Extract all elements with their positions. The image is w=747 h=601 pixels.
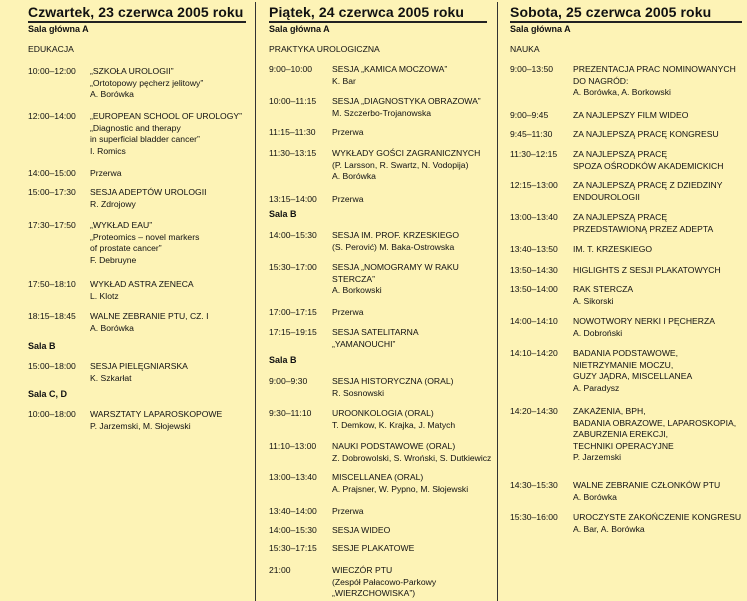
entry-time: 13:50–14:00 xyxy=(510,284,558,294)
entry-line: M. Szczerbo-Trojanowska xyxy=(332,107,432,118)
day-column-friday xyxy=(269,0,491,601)
entry-line: STERCZA” xyxy=(332,273,375,284)
entry-time: 13:00–13:40 xyxy=(269,472,317,482)
entry-line: PREZENTACJA PRAC NOMINOWANYCH xyxy=(573,64,736,74)
entry-line: RAK STERCZA xyxy=(573,284,634,294)
room-heading: Sala B xyxy=(28,341,56,351)
entry-time: 12:15–13:00 xyxy=(510,180,558,190)
entry-line: I. Romics xyxy=(90,145,126,156)
entry-time: 14:00–15:30 xyxy=(269,525,317,535)
entry-line: DO NAGRÓD: xyxy=(573,75,629,86)
entry-time: 21:00 xyxy=(269,565,291,575)
room-heading: Sala główna A xyxy=(28,24,89,34)
entry-time: 18:15–18:45 xyxy=(28,311,76,321)
entry-description xyxy=(332,543,414,555)
entry-time: 9:00–13:50 xyxy=(510,64,554,74)
entry-time: 14:10–14:20 xyxy=(510,348,558,358)
entry-description xyxy=(90,66,203,101)
topic-heading: NAUKA xyxy=(510,44,540,54)
entry-description xyxy=(90,279,194,302)
entry-line: SESJA PIELĘGNIARSKA xyxy=(90,361,188,371)
title-underline xyxy=(510,21,742,23)
entry-description xyxy=(332,565,436,600)
entry-description xyxy=(573,180,722,203)
entry-line: Przerwa xyxy=(332,307,364,317)
entry-description xyxy=(90,311,209,334)
entry-description xyxy=(332,327,419,350)
entry-line: WALNE ZEBRANIE PTU, CZ. I xyxy=(90,311,209,321)
entry-time: 11:15–11:30 xyxy=(269,127,316,137)
column-divider xyxy=(497,2,498,601)
entry-description xyxy=(573,406,736,464)
day-column-thursday xyxy=(28,0,250,601)
entry-time: 13:50–14:30 xyxy=(510,265,558,275)
room-heading: Sala główna A xyxy=(269,24,330,34)
entry-description xyxy=(332,96,481,119)
entry-line: „EUROPEAN SCHOOL OF UROLOGY” xyxy=(90,111,243,121)
entry-line: Przerwa xyxy=(332,506,364,516)
entry-description xyxy=(332,506,364,518)
entry-time: 15:30–16:00 xyxy=(510,512,558,522)
entry-description xyxy=(332,262,459,297)
room-heading: Sala główna A xyxy=(510,24,571,34)
entry-description xyxy=(90,409,222,432)
entry-line: BADANIA PODSTAWOWE, xyxy=(573,348,679,358)
entry-time: 9:00–10:00 xyxy=(269,64,313,74)
entry-line: P. Jarzemski xyxy=(573,452,622,462)
entry-time: 15:00–17:30 xyxy=(28,187,76,197)
entry-line: Przerwa xyxy=(90,168,122,178)
entry-line: T. Demkow, K. Krajka, J. Matych xyxy=(332,419,456,430)
entry-description xyxy=(332,408,455,431)
entry-line: WIECZÓR PTU xyxy=(332,565,393,575)
entry-time: 9:00–9:45 xyxy=(510,110,549,120)
entry-time: 15:00–18:00 xyxy=(28,361,76,371)
entry-description xyxy=(573,512,741,535)
entry-time: 17:00–17:15 xyxy=(269,307,317,317)
entry-line: A. Paradysz xyxy=(573,382,620,393)
entry-line: „WIERZCHOWISKA”) xyxy=(332,588,416,598)
entry-description xyxy=(332,127,364,139)
topic-heading: PRAKTYKA UROLOGICZNA xyxy=(269,44,380,54)
entry-line: ZA NAJLEPSZĄ PRACĘ xyxy=(573,212,668,222)
entry-line: WALNE ZEBRANIE CZŁONKÓW PTU xyxy=(573,480,721,490)
entry-line: SESJA SATELITARNA xyxy=(332,327,419,337)
entry-line: A. Dobroński xyxy=(573,327,623,338)
entry-line: UROCZYSTE ZAKOŃCZENIE KONGRESU xyxy=(573,512,742,522)
entry-description xyxy=(573,64,736,99)
entry-time: 17:50–18:10 xyxy=(28,279,76,289)
entry-line: R. Zdrojowy xyxy=(90,198,136,209)
entry-description xyxy=(573,244,652,256)
entry-line: A. Borówka xyxy=(90,89,134,99)
entry-description xyxy=(90,111,242,157)
entry-time: 17:15–19:15 xyxy=(269,327,317,337)
entry-time: 14:20–14:30 xyxy=(510,406,558,416)
entry-line: GUZY JĄDRA, MISCELLANEA xyxy=(573,371,693,381)
day-column-saturday xyxy=(510,0,745,601)
entry-line: SESJA HISTORYCZNA (ORAL) xyxy=(332,376,454,386)
day-title: Czwartek, 23 czerwca 2005 roku xyxy=(28,4,244,20)
entry-time: 17:30–17:50 xyxy=(28,220,76,230)
entry-time: 14:30–15:30 xyxy=(510,480,558,490)
entry-line: Przerwa xyxy=(332,127,364,137)
entry-line: TECHNIKI OPERACYJNE xyxy=(573,440,674,451)
entry-line: NAUKI PODSTAWOWE (ORAL) xyxy=(332,441,456,451)
entry-line: PRZEDSTAWIONĄ PRZEZ ADEPTA xyxy=(573,223,714,234)
entry-time: 9:00–9:30 xyxy=(269,376,308,386)
entry-description xyxy=(573,284,633,307)
room-heading: Sala C, D xyxy=(28,389,68,399)
entry-line: BADANIA OBRAZOWE, LAPAROSKOPIA, xyxy=(573,417,737,428)
entry-description xyxy=(332,472,468,495)
entry-line: K. Szkarłat xyxy=(90,372,132,383)
entry-line: R. Sosnowski xyxy=(332,387,385,398)
entry-line: (P. Larsson, R. Swartz, N. Vodopija) xyxy=(332,159,469,170)
entry-line: WARSZTATY LAPAROSKOPOWE xyxy=(90,409,223,419)
entry-line: ZA NAJLEPSZĄ PRACĘ xyxy=(573,149,668,159)
entry-line: SESJE PLAKATOWE xyxy=(332,543,415,553)
entry-time: 15:30–17:00 xyxy=(269,262,317,272)
entry-line: (S. Perović) M. Baka-Ostrowska xyxy=(332,241,455,252)
title-underline xyxy=(269,21,487,23)
entry-time: 14:00–15:00 xyxy=(28,168,76,178)
entry-line: MISCELLANEA (ORAL) xyxy=(332,472,424,482)
entry-line: SESJA WIDEO xyxy=(332,525,391,535)
entry-line: SESJA ADEPTÓW UROLOGII xyxy=(90,187,207,197)
entry-line: A. Bar, A. Borówka xyxy=(573,523,645,534)
entry-line: SESJA „KAMICA MOCZOWA” xyxy=(332,64,448,74)
entry-line: „Ortotopowy pęcherz jelitowy” xyxy=(90,77,204,88)
entry-description xyxy=(332,525,390,537)
entry-description xyxy=(90,220,199,266)
entry-line: WYKŁAD ASTRA ZENECA xyxy=(90,279,194,289)
entry-description xyxy=(573,110,688,122)
entry-time: 10:00–18:00 xyxy=(28,409,76,419)
entry-line: „YAMANOUCHI” xyxy=(332,338,396,349)
entry-line: „WYKŁAD EAU” xyxy=(90,220,153,230)
entry-time: 9:30–11:10 xyxy=(269,408,312,418)
entry-description xyxy=(573,149,723,172)
entry-line: SESJA „NOMOGRAMY W RAKU xyxy=(332,262,459,272)
entry-line: P. Jarzemski, M. Słojewski xyxy=(90,420,191,431)
entry-line: NOWOTWORY NERKI I PĘCHERZA xyxy=(573,316,715,326)
entry-time: 11:30–12:15 xyxy=(510,149,558,159)
entry-line: (Zespół Pałacowo-Parkowy xyxy=(332,576,437,587)
entry-line: ZA NAJLEPSZĄ PRACĘ Z DZIEDZINY xyxy=(573,180,723,190)
entry-time: 11:30–13:15 xyxy=(269,148,317,158)
entry-line: A. Borkowski xyxy=(332,285,382,295)
entry-time: 14:00–15:30 xyxy=(269,230,317,240)
entry-line: ZABURZENIA EREKCJI, xyxy=(573,429,669,439)
entry-line: „Diagnostic and therapy xyxy=(90,122,181,133)
room-heading: Sala B xyxy=(269,355,297,365)
entry-line: ZA NAJLEPSZY FILM WIDEO xyxy=(573,110,689,120)
entry-line: WYKŁADY GOŚCI ZAGRANICZNYCH xyxy=(332,148,481,158)
entry-description xyxy=(332,441,491,464)
entry-line: A. Sikorski xyxy=(573,295,614,306)
entry-line: K. Bar xyxy=(332,75,356,86)
entry-line: SESJA „DIAGNOSTYKA OBRAZOWA” xyxy=(332,96,481,106)
entry-line: A. Borówka xyxy=(573,491,617,502)
entry-line: A. Borówka, A. Borkowski xyxy=(573,87,671,97)
entry-time: 13:40–13:50 xyxy=(510,244,558,254)
entry-description xyxy=(332,64,447,87)
title-underline xyxy=(28,21,246,23)
entry-line: ZA NAJLEPSZĄ PRACĘ KONGRESU xyxy=(573,129,719,139)
entry-line: A. Borówka xyxy=(90,322,134,333)
column-divider xyxy=(255,2,256,601)
entry-time: 12:00–14:00 xyxy=(28,111,76,121)
entry-line: ENDOUROLOGII xyxy=(573,191,640,202)
entry-line: HIGLIGHTS Z SESJI PLAKATOWYCH xyxy=(573,265,721,275)
entry-description xyxy=(573,265,721,277)
entry-description xyxy=(90,187,207,210)
entry-description xyxy=(332,194,364,206)
day-title: Piątek, 24 czerwca 2005 roku xyxy=(269,4,465,20)
entry-description xyxy=(573,129,719,141)
entry-line: Z. Dobrowolski, S. Wroński, S. Dutkiewicz xyxy=(332,452,492,463)
day-title: Sobota, 25 czerwca 2005 roku xyxy=(510,4,712,20)
entry-description xyxy=(332,148,480,183)
entry-line: of prostate cancer” xyxy=(90,243,162,253)
entry-line: „Proteomics – novel markers xyxy=(90,231,200,242)
entry-time: 13:15–14:00 xyxy=(269,194,317,204)
entry-time: 10:00–11:15 xyxy=(269,96,317,106)
entry-description xyxy=(332,376,453,399)
entry-line: NIETRZYMANIE MOCZU, xyxy=(573,359,674,370)
entry-line: SESJA IM. PROF. KRZESKIEGO xyxy=(332,230,460,240)
entry-line: „SZKOŁA UROLOGII” xyxy=(90,66,174,76)
topic-heading: EDUKACJA xyxy=(28,44,74,54)
entry-description xyxy=(332,307,364,319)
entry-description xyxy=(573,212,713,235)
entry-description xyxy=(90,168,122,180)
entry-line: A. Prajsner, W. Pypno, M. Słojewski xyxy=(332,483,469,494)
entry-line: Przerwa xyxy=(332,194,364,204)
entry-time: 14:00–14:10 xyxy=(510,316,558,326)
entry-time: 13:00–13:40 xyxy=(510,212,558,222)
entry-time: 15:30–17:15 xyxy=(269,543,317,553)
entry-line: UROONKOLOGIA (ORAL) xyxy=(332,408,434,418)
entry-description xyxy=(90,361,188,384)
room-heading: Sala B xyxy=(269,209,297,219)
entry-line: SPOZA OŚRODKÓW AKADEMICKICH xyxy=(573,160,724,171)
entry-time: 13:40–14:00 xyxy=(269,506,317,516)
entry-time: 11:10–13:00 xyxy=(269,441,317,451)
entry-line: ZAKAŻENIA, BPH, xyxy=(573,406,646,416)
entry-description xyxy=(573,480,720,503)
entry-time: 9:45–11:30 xyxy=(510,129,553,139)
entry-line: in superficial bladder cancer” xyxy=(90,134,200,144)
entry-description xyxy=(332,230,459,253)
entry-description xyxy=(573,348,692,394)
entry-time: 10:00–12:00 xyxy=(28,66,76,76)
entry-line: L. Klotz xyxy=(90,290,119,301)
entry-line: F. Debruyne xyxy=(90,254,137,265)
entry-line: IM. T. KRZESKIEGO xyxy=(573,244,653,254)
entry-description xyxy=(573,316,715,339)
entry-line: A. Borówka xyxy=(332,171,376,181)
